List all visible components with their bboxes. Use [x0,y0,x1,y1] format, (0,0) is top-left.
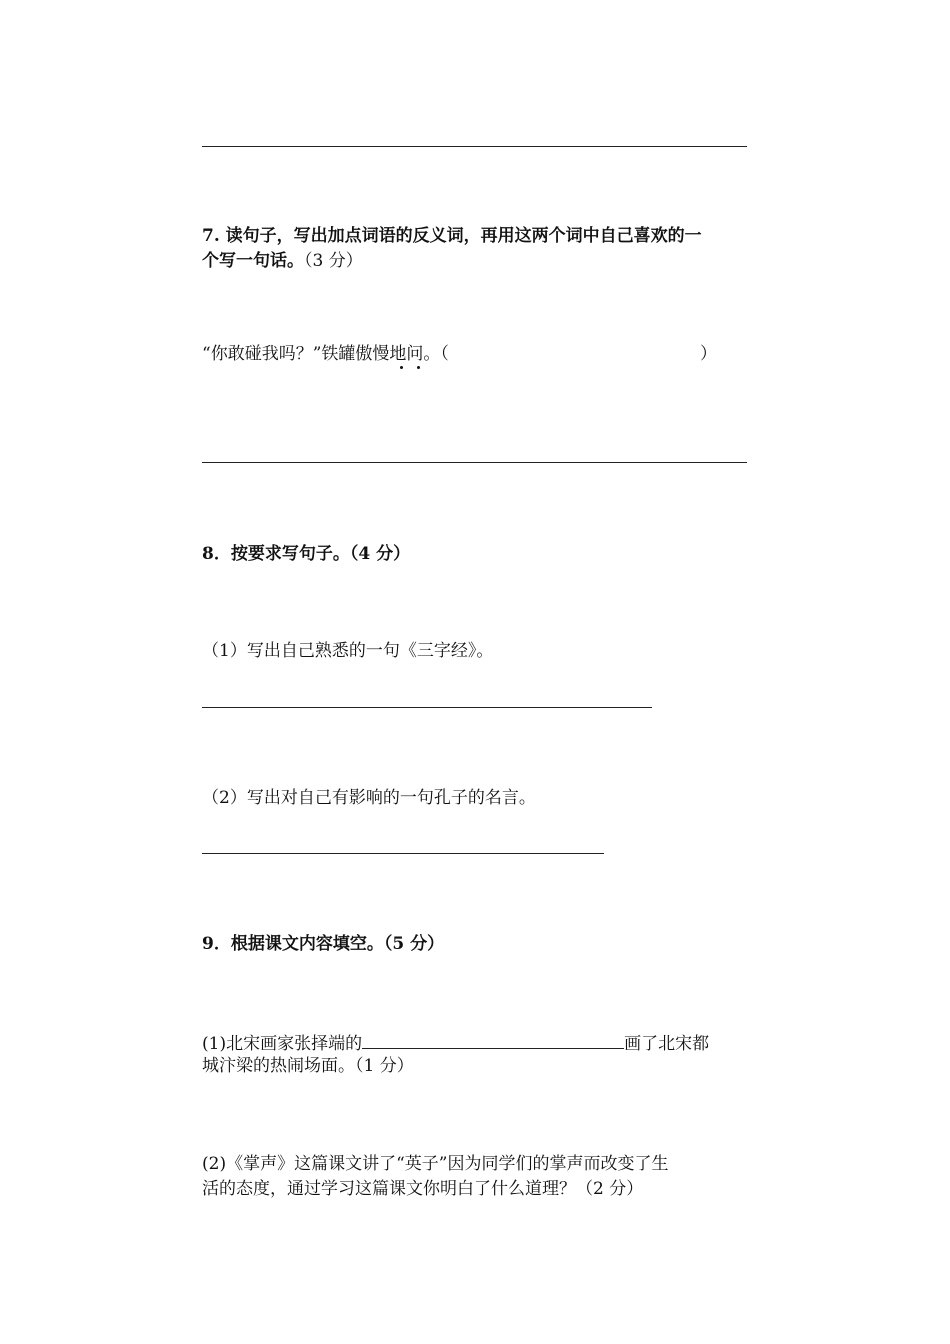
q7-title-line1: 7. 读句子，写出加点词语的反义词，再用这两个词中自己喜欢的一 [202,226,702,246]
q7-antonym-blank[interactable] [510,340,696,366]
q9-item1-line1 [202,1030,709,1055]
emphasis-dot [400,366,403,369]
q8-item1-answer-line[interactable] [202,707,652,708]
answer-line-top[interactable] [202,146,747,147]
q9-item2-line2: 活的态度，通过学习这篇课文你明白了什么道理？（2 分） [202,1179,644,1199]
q7-title-line2 [202,250,363,273]
q9-item1-blank[interactable] [362,1030,624,1049]
q9-item1-line2: 城汴梁的热闹场面。（1 分） [202,1056,414,1076]
q7-answer-line[interactable] [202,462,747,463]
q7-score: （3 分） [304,251,363,271]
q8-item2: （2）写出对自己有影响的一句孔子的名言。 [202,788,536,808]
q9-item1-before: (1)北宋画家张择端的 [202,1034,363,1054]
q9-item1-after: 画了北宋都 [624,1034,710,1054]
q9-item2-line1: (2)《掌声》这篇课文讲了“英子”因为同学们的掌声而改变了生 [202,1154,669,1174]
q8-item1: （1）写出自己熟悉的一句《三字经》。 [202,641,494,661]
q8-item2-answer-line[interactable] [202,853,604,854]
q7-paren-close: ） [700,344,717,364]
emphasis-dot [417,366,420,369]
q7-sentence: “你敢碰我吗？”铁罐傲慢地问。（ [202,344,449,364]
q8-title: 8．按要求写句子。（4 分） [202,544,411,564]
q7-title-line2-text: 个写一句话。 [202,251,304,271]
q9-title: 9．根据课文内容填空。（5 分） [202,934,445,954]
